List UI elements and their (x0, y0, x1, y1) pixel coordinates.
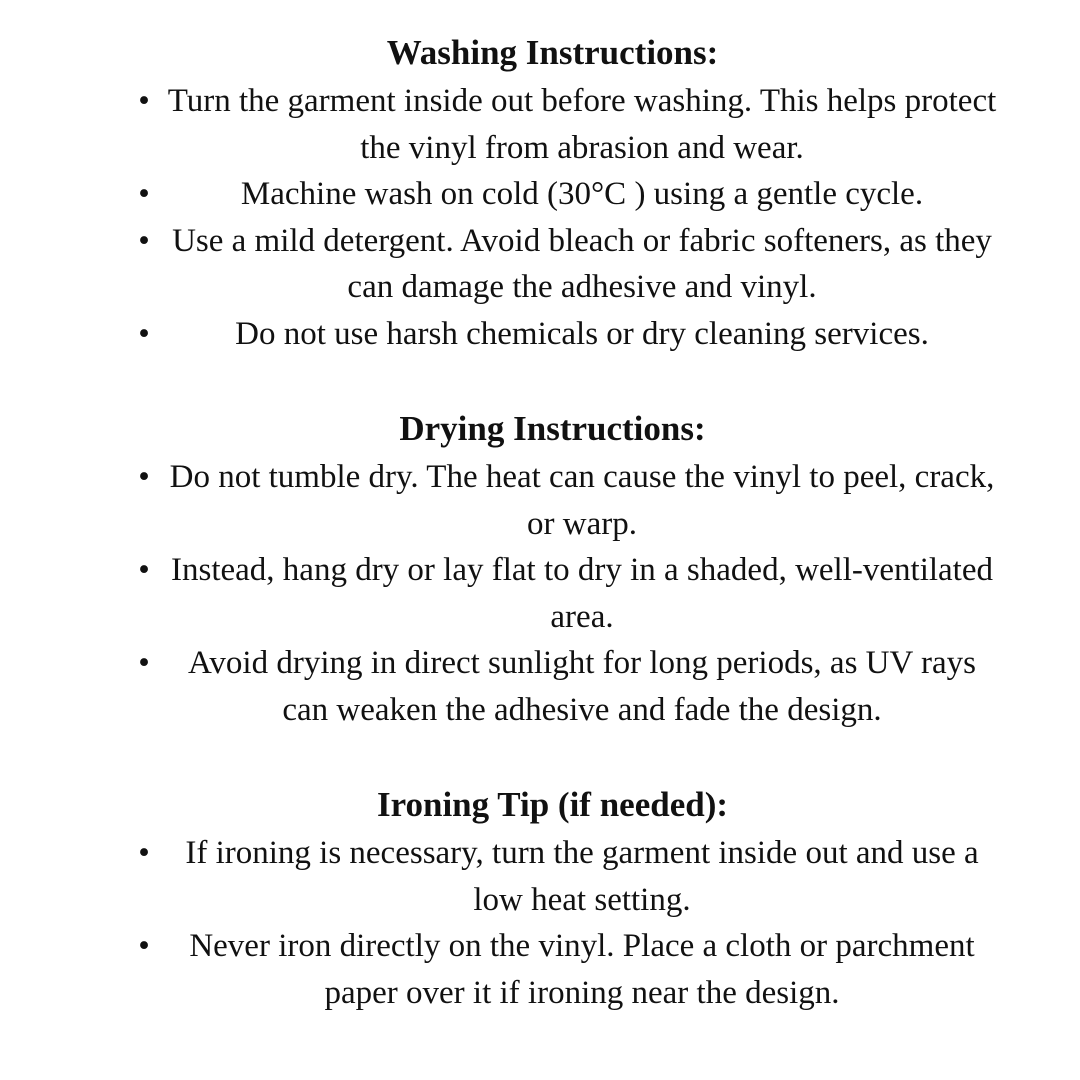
list-item-text: Turn the garment inside out before washing. This helps protect the vinyl from abrasion and wear. (167, 83, 997, 166)
list-item (0, 640, 1080, 733)
list-item-text: Avoid drying in direct sunlight for long periods, as UV rays can weaken the adhesive and fade the design. (188, 645, 976, 728)
list-item-text: Never iron directly on the vinyl. Place a cloth or parchment paper over it if ironing near the design. (189, 928, 975, 1011)
list-item (0, 78, 1080, 171)
ironing-heading: Ironing Tip (if needed): (376, 785, 729, 824)
bullet-icon: • (138, 928, 150, 964)
list-item (0, 311, 1080, 358)
drying-heading: Drying Instructions: (399, 409, 706, 448)
bullet-icon: • (138, 459, 150, 495)
list-item-text: Do not tumble dry. The heat can cause the vinyl to peel, crack, or warp. (169, 459, 995, 542)
list-item (0, 171, 1080, 218)
bullet-icon: • (138, 835, 150, 871)
list-item-text: Do not use harsh chemicals or dry cleaning services. (235, 315, 929, 352)
list-item-text: Instead, hang dry or lay flat to dry in a shaded, well-ventilated area. (171, 552, 993, 635)
list-item (0, 218, 1080, 311)
bullet-icon: • (138, 222, 150, 259)
list-item-text: Machine wash on cold (30°C ) using a gentle cycle. (240, 176, 924, 212)
bullet-icon: • (138, 645, 150, 681)
drying-list (0, 454, 1080, 733)
list-item-text: Use a mild detergent. Avoid bleach or fabric softeners, as they can damage the adhesive and vinyl. (172, 222, 992, 305)
list-item-text: If ironing is necessary, turn the garment inside out and use a low heat setting. (185, 835, 979, 918)
bullet-icon: • (138, 315, 150, 352)
bullet-icon: • (138, 176, 150, 212)
ironing-list (0, 830, 1080, 1016)
list-item (0, 830, 1080, 923)
list-item (0, 454, 1080, 547)
list-item (0, 923, 1080, 1016)
washing-list (0, 78, 1080, 357)
washing-heading: Washing Instructions: (386, 33, 719, 72)
list-item (0, 547, 1080, 640)
bullet-icon: • (138, 552, 150, 588)
bullet-icon: • (138, 83, 150, 119)
